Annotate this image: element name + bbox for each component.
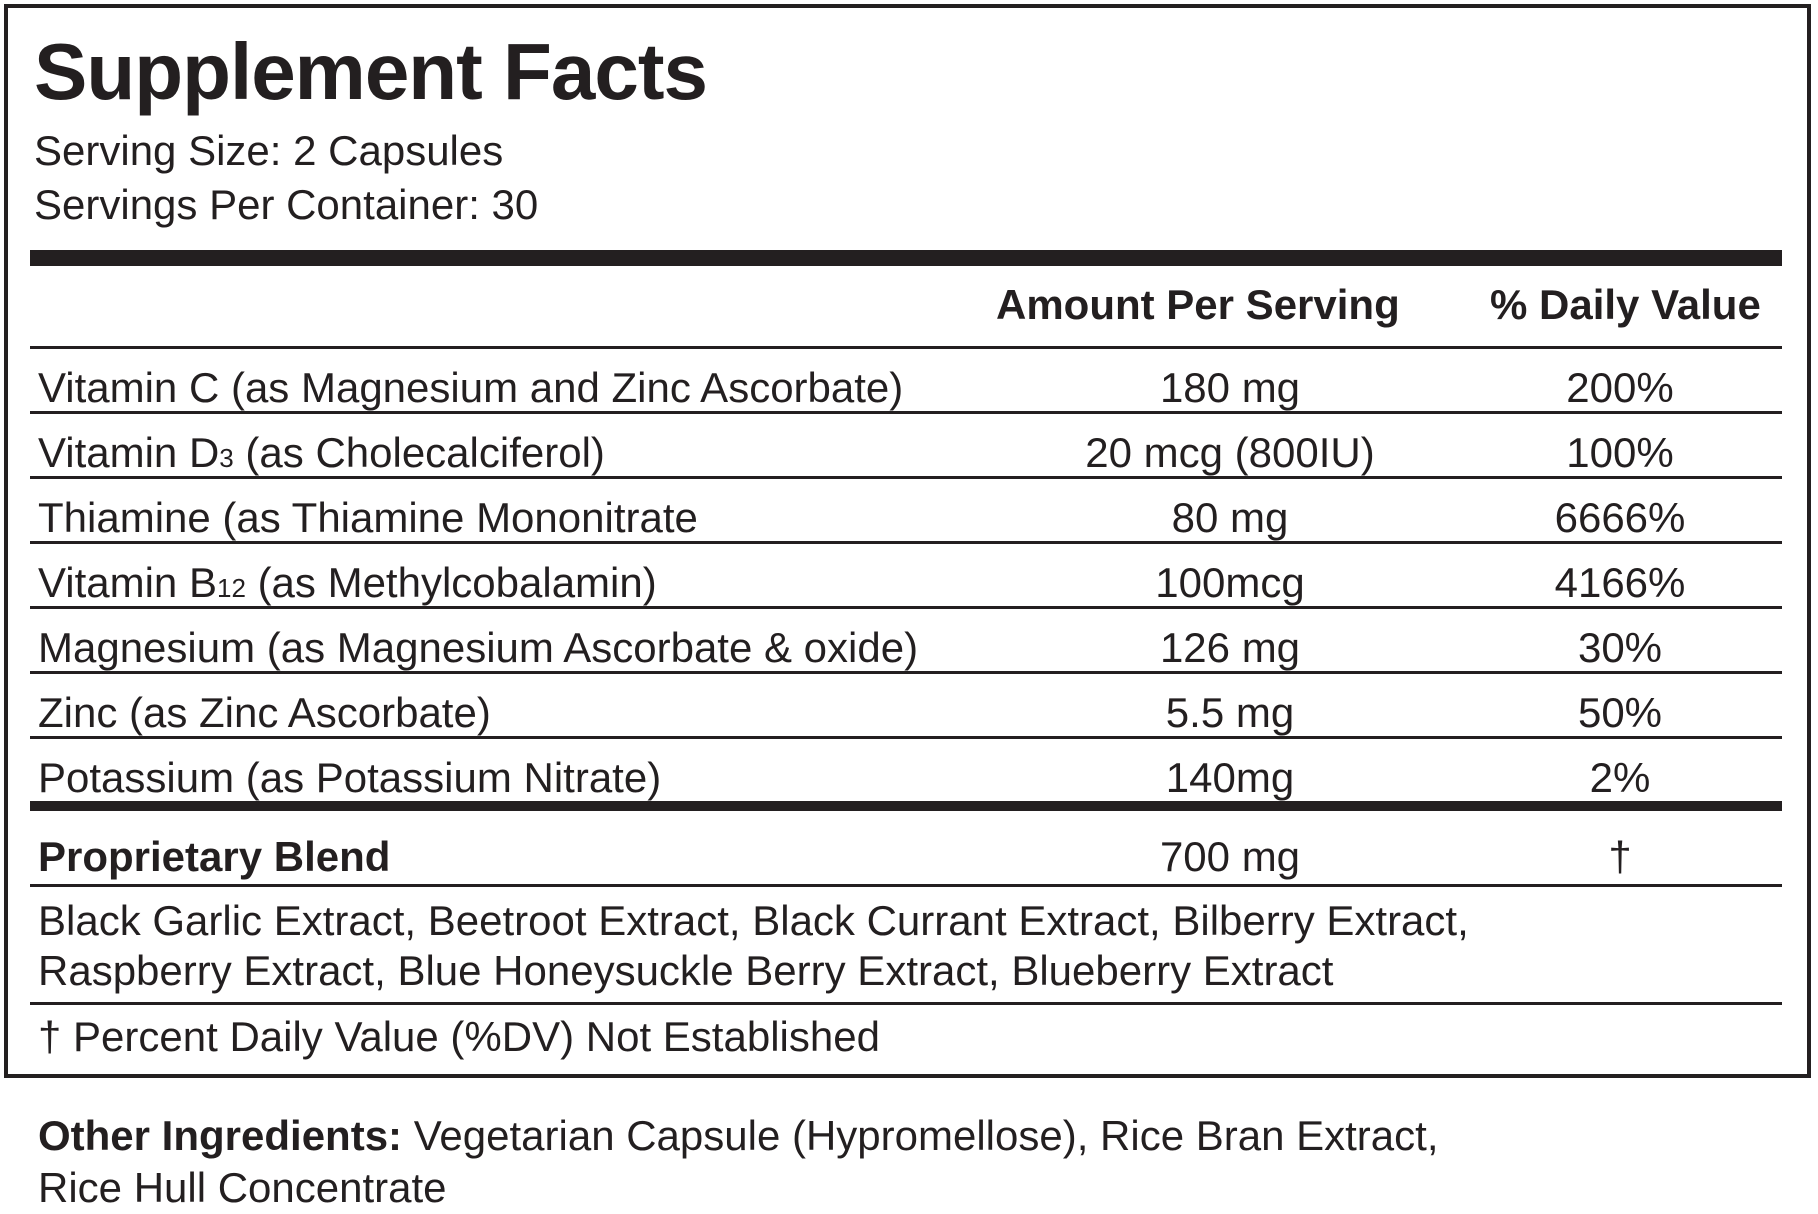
- subscript: 12: [216, 573, 246, 603]
- nutrient-daily-value: 50%: [1577, 689, 1663, 736]
- nutrient-name: Zinc (as Zinc Ascorbate): [38, 689, 491, 736]
- row-divider: [30, 884, 1782, 887]
- other-ingredients-text: Rice Hull Concentrate: [38, 1164, 447, 1211]
- nutrient-name: Magnesium (as Magnesium Ascorbate & oxide): [38, 624, 919, 671]
- nutrient-daily-value: 4166%: [1554, 559, 1686, 606]
- nutrient-amount: 140mg: [1165, 754, 1295, 801]
- nutrient-row: [30, 479, 1782, 541]
- nutrient-name: Vitamin C (as Magnesium and Zinc Ascorbate): [38, 364, 904, 411]
- blend-ingredients: [38, 896, 1778, 996]
- column-header-amount: Amount Per Serving: [996, 281, 1400, 328]
- blend-daily-value: †: [1608, 833, 1632, 880]
- nutrient-daily-value: 30%: [1577, 624, 1663, 671]
- serving-size: Serving Size: 2 Capsules: [34, 127, 504, 174]
- subscript: 3: [219, 443, 234, 473]
- nutrient-name: Vitamin D3 (as Cholecalciferol): [38, 429, 605, 476]
- nutrient-daily-value: 2%: [1589, 754, 1651, 801]
- column-header-daily-value: % Daily Value: [1490, 281, 1761, 328]
- nutrient-name: Thiamine (as Thiamine Mononitrate: [38, 494, 698, 541]
- servings-per-container: Servings Per Container: 30: [34, 181, 539, 228]
- thick-divider: [30, 250, 1782, 266]
- panel-title: Supplement Facts: [34, 27, 708, 116]
- footnote: † Percent Daily Value (%DV) Not Established: [38, 1013, 880, 1060]
- nutrient-row: [30, 609, 1782, 671]
- nutrient-row: [30, 674, 1782, 736]
- nutrient-name: Potassium (as Potassium Nitrate): [38, 754, 662, 801]
- nutrient-row: [30, 414, 1782, 476]
- blend-amount: 700 mg: [1159, 833, 1301, 880]
- blend-ingredients-line: Raspberry Extract, Blue Honeysuckle Berry Extract, Blueberry Extract: [38, 947, 1334, 994]
- blend-divider: [30, 801, 1782, 811]
- other-ingredients: [38, 1110, 1798, 1214]
- nutrient-row: [30, 349, 1782, 411]
- nutrient-daily-value: 6666%: [1554, 494, 1686, 541]
- other-ingredients-label: Other Ingredients:: [38, 1112, 403, 1159]
- nutrient-amount: 5.5 mg: [1165, 689, 1295, 736]
- blend-ingredients-line: Black Garlic Extract, Beetroot Extract, Black Currant Extract, Bilberry Extract,: [38, 897, 1469, 944]
- blend-row: [30, 818, 1782, 880]
- nutrient-daily-value: 200%: [1566, 364, 1674, 411]
- nutrient-row: [30, 739, 1782, 801]
- nutrient-amount: 20 mcg (800IU): [1085, 429, 1375, 476]
- other-ingredients-text: Vegetarian Capsule (Hypromellose), Rice Bran Extract,: [402, 1112, 1439, 1159]
- footnote-divider: [30, 1002, 1782, 1005]
- nutrient-row: [30, 544, 1782, 606]
- nutrient-daily-value: 100%: [1566, 429, 1674, 476]
- nutrient-amount: 80 mg: [1171, 494, 1289, 541]
- nutrient-amount: 126 mg: [1159, 624, 1301, 671]
- nutrient-amount: 100mcg: [1155, 559, 1305, 606]
- blend-name: Proprietary Blend: [38, 833, 391, 880]
- nutrient-name: Vitamin B12 (as Methylcobalamin): [38, 559, 657, 606]
- nutrient-amount: 180 mg: [1159, 364, 1301, 411]
